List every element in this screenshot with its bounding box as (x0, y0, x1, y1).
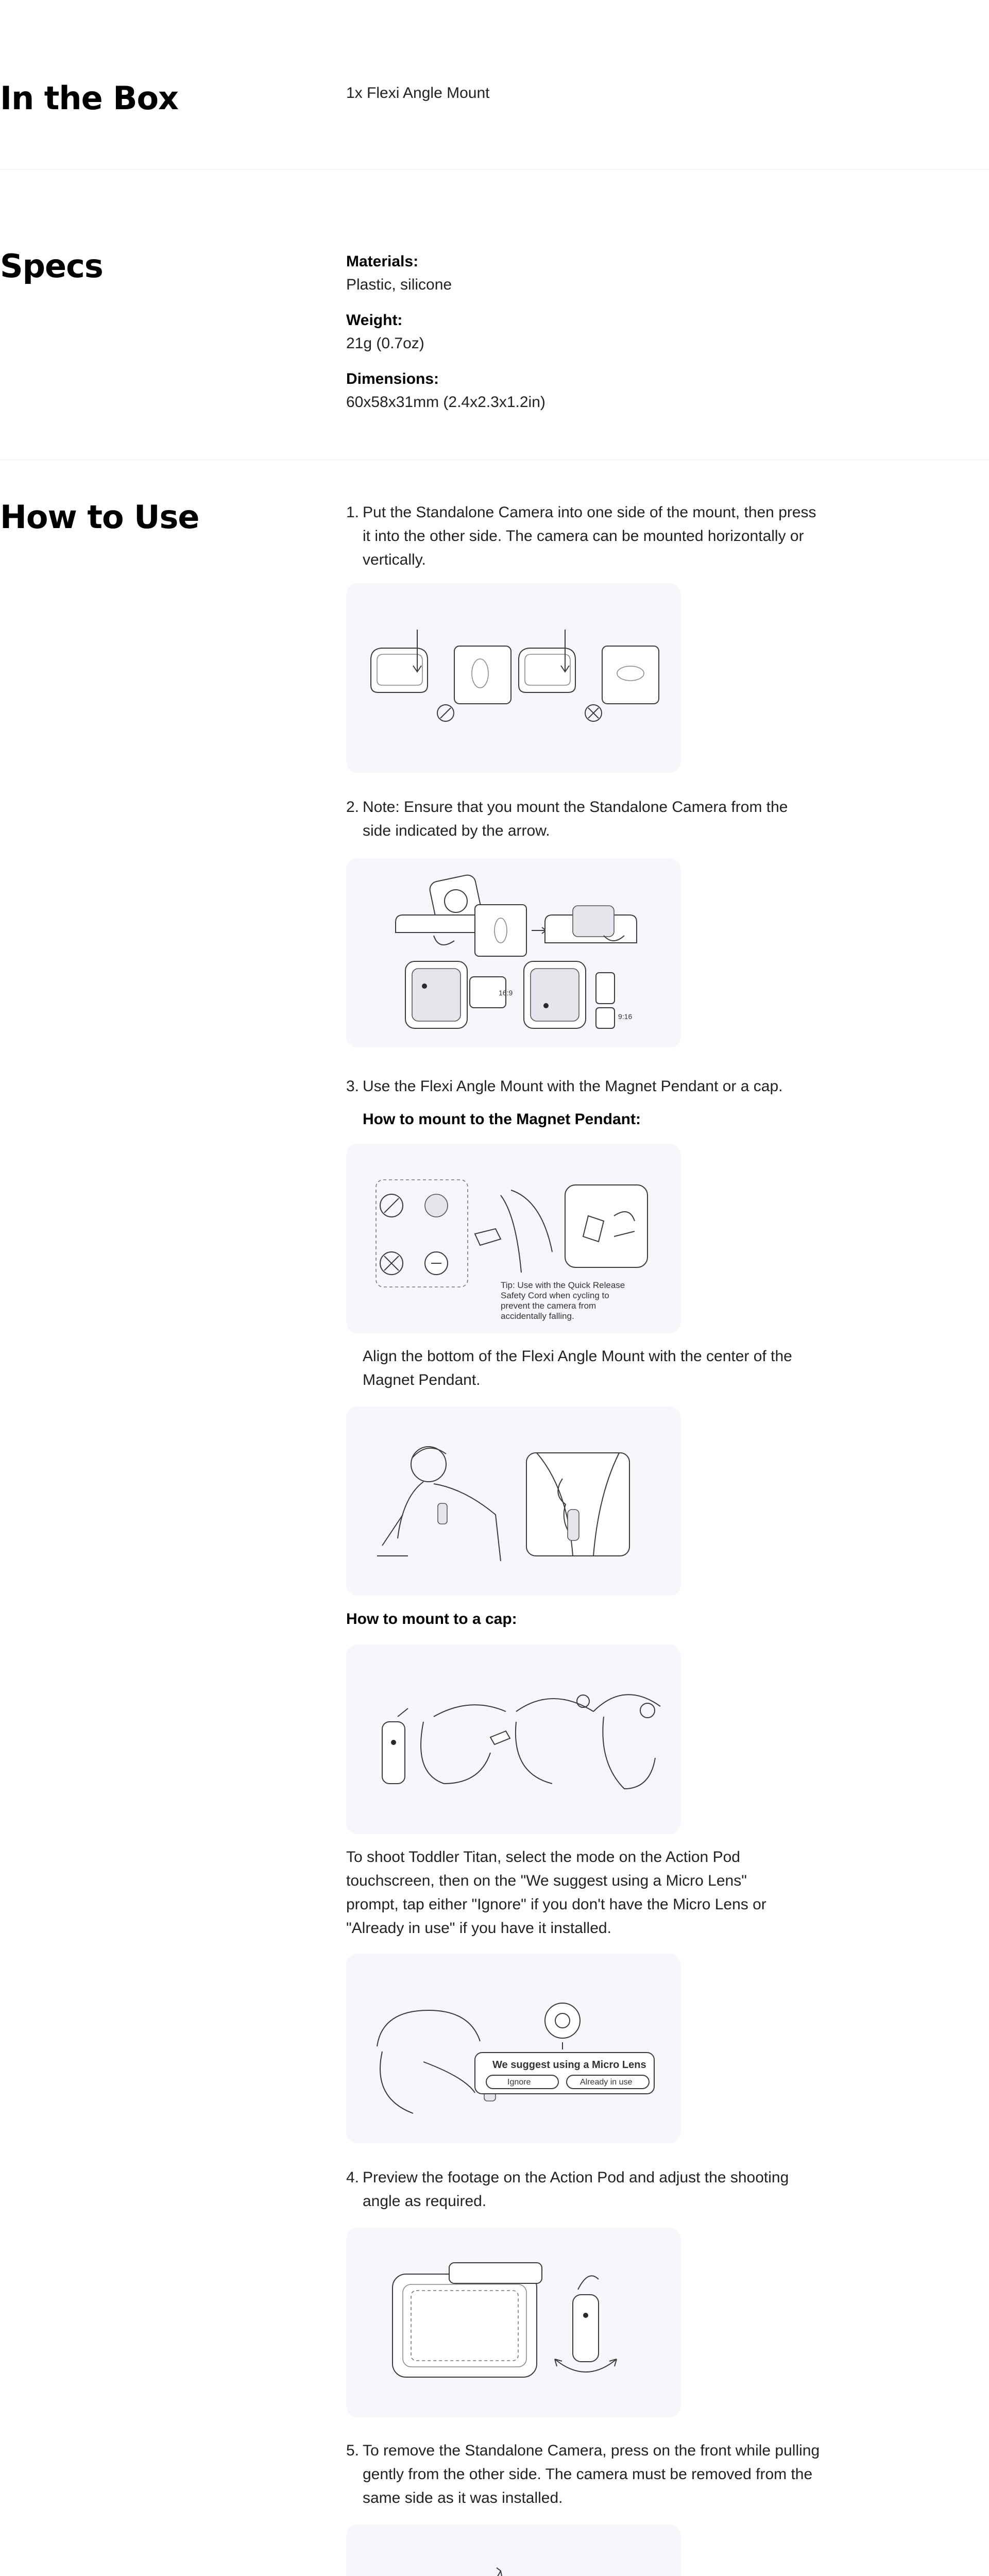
step-3 (346, 1075, 820, 1098)
specs-section (0, 170, 989, 460)
cap-heading: How to mount to a cap: (346, 1611, 517, 1628)
prompt-ignore-button: Ignore (507, 2078, 531, 2087)
in-the-box-section (0, 0, 989, 170)
prompt-title: We suggest using a Micro Lens (492, 2059, 646, 2071)
step-text: Preview the footage on the Action Pod and adjust the shooting angle as required. (363, 2169, 789, 2210)
illustration-card-cap (346, 1645, 681, 1834)
spec-label-weight: Weight: (346, 312, 403, 329)
spec-label-materials: Materials: (346, 253, 419, 270)
step-number: 2. (346, 799, 360, 816)
step-text: Note: Ensure that you mount the Standalone Camera from the side indicated by the arrow. (363, 799, 788, 839)
step-text: Use the Flexi Angle Mount with the Magnet Pendant or a cap. (363, 1078, 783, 1095)
cyclist-pendant-illustration (346, 1406, 681, 1596)
pendant-heading: How to mount to the Magnet Pendant: (363, 1111, 641, 1128)
specs-title: Specs (0, 247, 103, 285)
step-2 (346, 795, 820, 843)
illustration-card-step-5 (346, 2524, 681, 2576)
divider (0, 169, 989, 170)
step-number: 4. (346, 2169, 360, 2186)
how-to-use-title: How to Use (0, 498, 199, 536)
ratio-16-9-label: 16:9 (499, 989, 513, 997)
tip-line-1: Tip: Use with the Quick Release (501, 1280, 625, 1290)
step-text: Put the Standalone Camera into one side of the mount, then press it into the other side. The camera can be mounted horizontally or vertically. (363, 504, 816, 568)
spec-label-dimensions: Dimensions: (346, 370, 439, 387)
magnet-pendant-illustration (346, 1144, 681, 1333)
ratio-9-16-label: 9:16 (618, 1012, 633, 1021)
step-5 (346, 2439, 820, 2510)
spec-value-dimensions: 60x58x31mm (2.4x2.3x1.2in) (346, 394, 545, 411)
tip-line-4: accidentally falling. (501, 1311, 574, 1321)
in-the-box-title: In the Box (0, 79, 179, 117)
illustration-card-pendant-align (346, 1406, 681, 1596)
step-4 (346, 2166, 820, 2213)
illustration-card-step-1 (346, 583, 681, 773)
illustration-card-pendant (346, 1144, 681, 1333)
illustration-card-step-2 (346, 858, 681, 1048)
cap-mount-illustration (346, 1645, 681, 1834)
pendant-align-text: Align the bottom of the Flexi Angle Mount with the center of the Magnet Pendant. (363, 1348, 792, 1388)
step-number: 3. (346, 1078, 360, 1095)
preview-adjust-illustration (346, 2228, 681, 2417)
illustration-card-step-4 (346, 2228, 681, 2417)
step-number: 1. (346, 504, 360, 521)
micro-lens-prompt-illustration (346, 1954, 681, 2143)
prompt-already-in-use-button: Already in use (580, 2078, 633, 2087)
tip-line-3: prevent the camera from (501, 1301, 596, 1311)
step-1 (346, 501, 820, 572)
illustration-card-toddler (346, 1954, 681, 2143)
toddler-titan-text: To shoot Toddler Titan, select the mode on the Action Pod touchscreen, then on the "We suggest using a Micro Lens" prompt, tap either "Ignore" if you don't have the Micro Lens or "Already in use" if you have it installed. (346, 1849, 766, 1937)
spec-value-weight: 21g (0.7oz) (346, 335, 424, 352)
step-text: To remove the Standalone Camera, press on the front while pulling gently from the other side. The camera must be removed from the same side as it was installed. (363, 2442, 820, 2506)
in-the-box-item: 1x Flexi Angle Mount (346, 84, 490, 101)
specs-list (346, 250, 810, 414)
spec-value-materials: Plastic, silicone (346, 276, 452, 293)
step-number: 5. (346, 2442, 360, 2459)
remove-camera-illustration (346, 2524, 681, 2576)
mount-camera-illustration (346, 583, 681, 773)
tip-line-2: Safety Cord when cycling to (501, 1291, 609, 1300)
mount-orientation-illustration (346, 858, 681, 1048)
